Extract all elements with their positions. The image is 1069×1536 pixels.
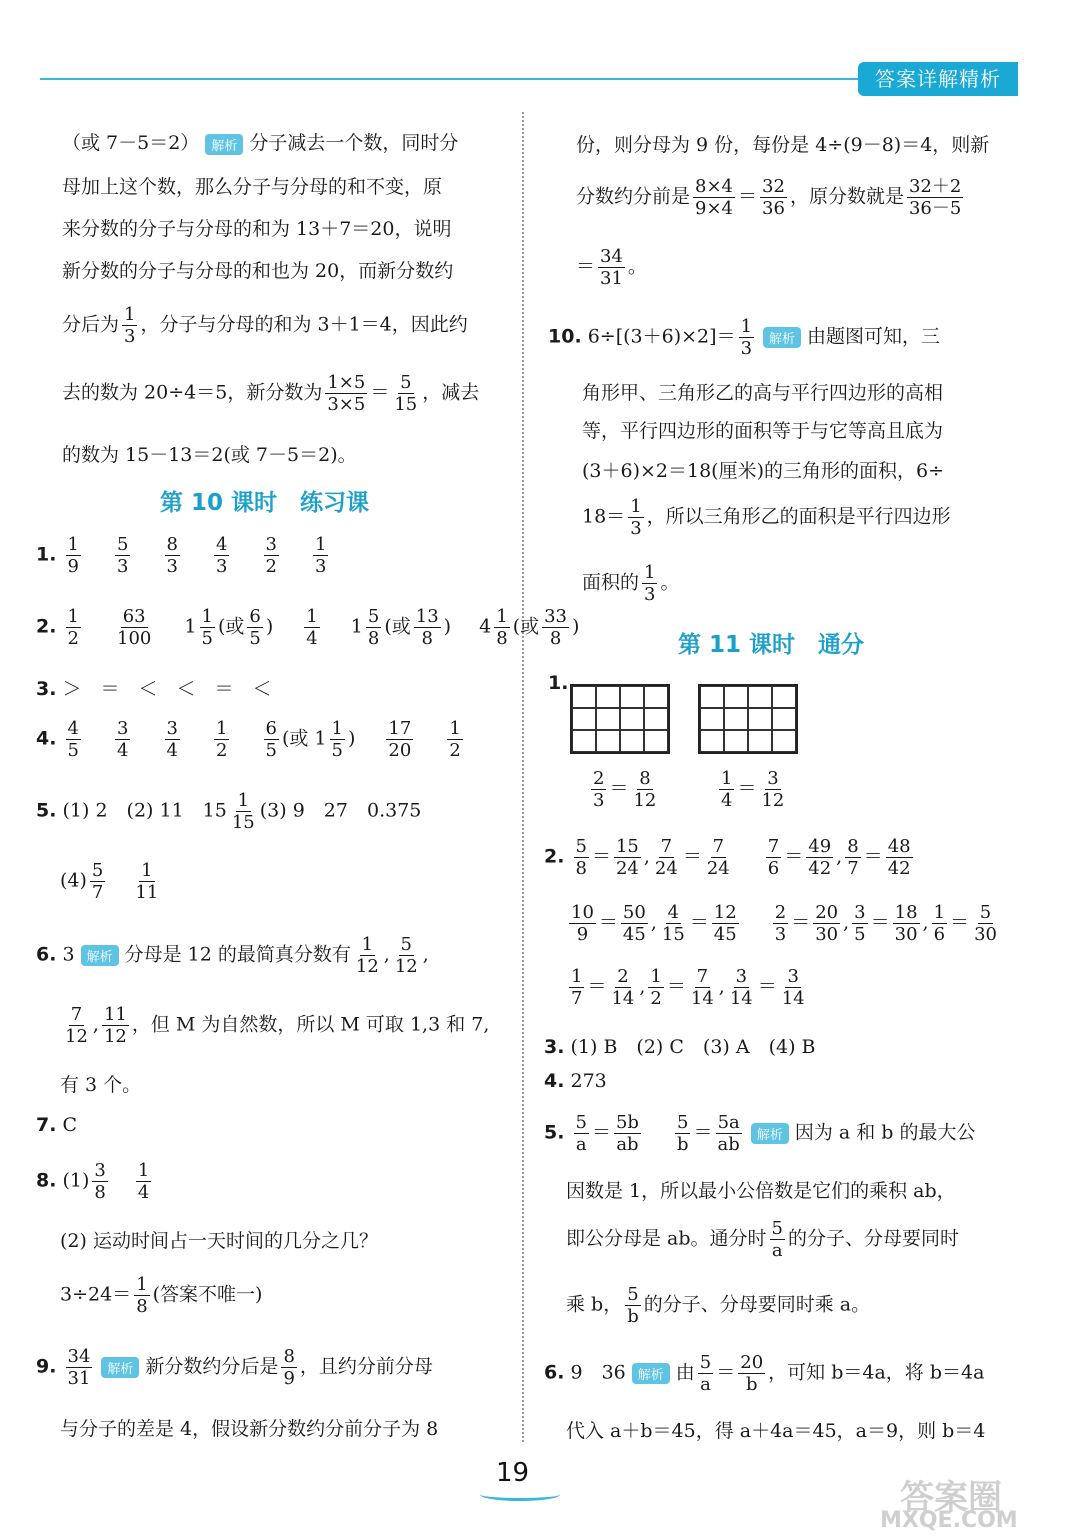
header-badge: 答案详解精析 bbox=[858, 62, 1018, 96]
left-line-1: （或 7－5＝2） 解析 分子减去一个数，同时分 bbox=[62, 132, 459, 154]
answer-s2-row2: $\frac{10}{9}$ ＝ $\frac{50}{45}$ , $\frac{4}{15}$ ＝ $\frac{12}{45}$ $\frac{2}{3}$ ＝ $\frac{20}{30}$ , $\frac{3}{5}$ ＝ $\frac{18}{30}$ , $\frac{1}{6}$ ＝ $\frac{5}{30}$ bbox=[571, 902, 997, 945]
answer-s2-row3: $\frac{1}{7}$ ＝ $\frac{2}{14}$ , $\frac{1}{2}$ ＝ $\frac{7}{14}$ , $\frac{3}{14}$ ＝ $\frac{3}{14}$ bbox=[571, 966, 805, 1009]
answer-3: 3. ＞ ＝ ＜ ＜ ＝ ＜ bbox=[36, 678, 272, 700]
analysis-tag: 解析 bbox=[632, 1363, 670, 1384]
answer-s6: 6. 9 36 解析 由 $\frac{5}{a}$ ＝ $\frac{20}{b}$ ，可知 b＝4a，将 b＝4a bbox=[544, 1352, 985, 1395]
analysis-tag: 解析 bbox=[101, 1357, 139, 1378]
left-line-3: 来分数的分子与分母的和为 13＋7＝20，说明 bbox=[62, 218, 452, 240]
answer-5: 5. (1) 2 (2) 11 15 $\frac{1}{15}$ (3) 9 27 0.375 bbox=[36, 790, 422, 833]
answer-s5-line4: 乘 b， $\frac{5}{b}$ 的分子、分母要同时乘 a。 bbox=[566, 1284, 871, 1327]
analysis-tag: 解析 bbox=[763, 327, 801, 348]
left-line-7: 的数为 15－13＝2(或 7－5＝2)。 bbox=[62, 444, 357, 466]
answer-s5: 5. $\frac{5}{a}$ ＝ $\frac{5b}{ab}$ $\frac{5}{b}$ ＝ $\frac{5a}{ab}$ 解析 因为 a 和 b 的最大公 bbox=[544, 1112, 976, 1155]
answer-10: 10. 6÷[(3＋6)×2]＝ $\frac{1}{3}$ 解析 由题图可知，三 bbox=[548, 316, 941, 359]
answer-s2-row1: 2. $\frac{5}{8}$ ＝ $\frac{15}{24}$ , $\frac{7}{24}$ ＝ $\frac{7}{24}$ $\frac{7}{6}$ ＝ $\frac{49}{42}$ , $\frac{8}{7}$ ＝ $\frac{48}{42}$ bbox=[544, 836, 911, 879]
answer-8-part2: (2) 运动时间占一天时间的几分之几？ bbox=[60, 1230, 378, 1252]
left-line-2: 母加上这个数，那么分子与分母的和不变，原 bbox=[62, 176, 443, 198]
answer-s5-line3: 即公分母是 ab。通分时 $\frac{5}{a}$ 的分子、分母要同时 bbox=[566, 1218, 959, 1261]
section-heading-11: 第 11 课时 通分 bbox=[678, 632, 865, 658]
answer-4: 4. $\frac{4}{5}$ $\frac{3}{4}$ $\frac{3}{4}$ $\frac{1}{2}$ $\frac{6}{5}$ (或 1 $\frac{1}{5}$ ) $\frac{17}{20}$ $\frac{1}{2}$ bbox=[36, 718, 461, 761]
answer-10-line4: (3＋6)×2＝18(厘米)的三角形的面积，6÷ bbox=[582, 460, 945, 482]
answer-9: 9. $\frac{34}{31}$ 解析 新分数约分后是 $\frac{8}{9}$ ，且约分前分母 bbox=[36, 1346, 433, 1389]
answer-10-line5: 18＝ $\frac{1}{3}$ ，所以三角形乙的面积是平行四边形 bbox=[582, 496, 951, 539]
analysis-tag: 解析 bbox=[751, 1123, 789, 1144]
section-heading-10: 第 10 课时 练习课 bbox=[160, 490, 370, 516]
left-line-4: 新分数的分子与分母的和也为 20，而新分数约 bbox=[62, 260, 454, 282]
page-number-decoration bbox=[480, 1488, 560, 1501]
answer-s6-line2: 代入 a＋b＝45，得 a＋4a＝45，a＝9，则 b＝4 bbox=[566, 1420, 986, 1442]
answer-s1-label: 1. bbox=[548, 672, 569, 694]
watermark-logo: 答案圈 bbox=[900, 1478, 1002, 1518]
answer-7: 7. C bbox=[36, 1114, 78, 1136]
answer-10-line3: 等，平行四边形的面积等于与它等高且底为 bbox=[582, 420, 944, 442]
watermark-url: MXQE.COM bbox=[880, 1508, 1018, 1533]
answer-6-line2: $\frac{7}{12}$ , $\frac{11}{12}$ ，但 M 为自然数，所以 M 可取 1,3 和 7, bbox=[65, 1004, 490, 1047]
answer-9-line2: 与分子的差是 4，假设新分数约分前分子为 8 bbox=[60, 1418, 439, 1440]
answer-s3: 3. (1) B (2) C (3) A (4) B bbox=[544, 1036, 816, 1058]
analysis-tag: 解析 bbox=[205, 134, 243, 155]
answer-1: 1. $\frac{1}{9}$ $\frac{5}{3}$ $\frac{8}{3}$ $\frac{4}{3}$ $\frac{3}{2}$ $\frac{1}{3}$ bbox=[36, 534, 327, 577]
answer-6-line3: 有 3 个。 bbox=[60, 1074, 142, 1096]
answer-5-part4: (4) $\frac{5}{7}$ $\frac{1}{11}$ bbox=[60, 860, 159, 903]
answer-2: 2. $\frac{1}{2}$ $\frac{63}{100}$ 1 $\frac{1}{5}$ (或 $\frac{6}{5}$ ) $\frac{1}{4}$ 1 $\frac{5}{8}$ (或 $\frac{13}{8}$ ) 4 $\frac{1}{8}$ (或 $\frac{33}{8}$ ) bbox=[36, 606, 580, 649]
right-line-2: 分数约分前是 $\frac{8\times 4}{9\times 4}$ ＝ $\frac{32}{36}$ ，原分数就是 $\frac{32+2}{36-5}$ bbox=[576, 176, 962, 219]
answer-s4: 4. 273 bbox=[544, 1070, 607, 1092]
answer-8: 8. (1) $\frac{3}{8}$ $\frac{1}{4}$ bbox=[36, 1160, 150, 1203]
answer-10-line2: 角形甲、三角形乙的高与平行四边形的高相 bbox=[582, 382, 944, 404]
grid-diagram-1 bbox=[570, 684, 670, 754]
answer-s5-line2: 因数是 1，所以最小公倍数是它们的乘积 ab， bbox=[566, 1180, 956, 1202]
answer-6: 6. 3 解析 分母是 12 的最简真分数有 $\frac{1}{12}$ , $\frac{5}{12}$ , bbox=[36, 934, 429, 977]
column-divider bbox=[522, 112, 524, 1442]
right-line-3: ＝ $\frac{34}{31}$ 。 bbox=[576, 246, 647, 289]
answer-8-line3: 3÷24＝ $\frac{1}{8}$ (答案不唯一) bbox=[60, 1274, 263, 1317]
page-number: 19 bbox=[496, 1458, 530, 1488]
header-rule bbox=[40, 78, 860, 80]
left-line-5: 分后为 $\frac{1}{3}$ ，分子与分母的和为 3＋1＝4，因此约 bbox=[62, 304, 468, 347]
grid-diagram-2 bbox=[698, 684, 798, 754]
left-line-6: 去的数为 20÷4＝5，新分数为 $\frac{1\times 5}{3\times 5}$ ＝ $\frac{5}{15}$ ，减去 bbox=[62, 372, 480, 415]
answer-s1-frac-2: $\frac{1}{4}$ ＝ $\frac{3}{12}$ bbox=[721, 768, 785, 811]
answer-s1-frac-1: $\frac{2}{3}$ ＝ $\frac{8}{12}$ bbox=[593, 768, 657, 811]
analysis-tag: 解析 bbox=[81, 945, 119, 966]
right-line-1: 份，则分母为 9 份，每份是 4÷(9－8)＝4，则新 bbox=[576, 134, 990, 156]
answer-10-line6: 面积的 $\frac{1}{3}$ 。 bbox=[582, 562, 680, 605]
